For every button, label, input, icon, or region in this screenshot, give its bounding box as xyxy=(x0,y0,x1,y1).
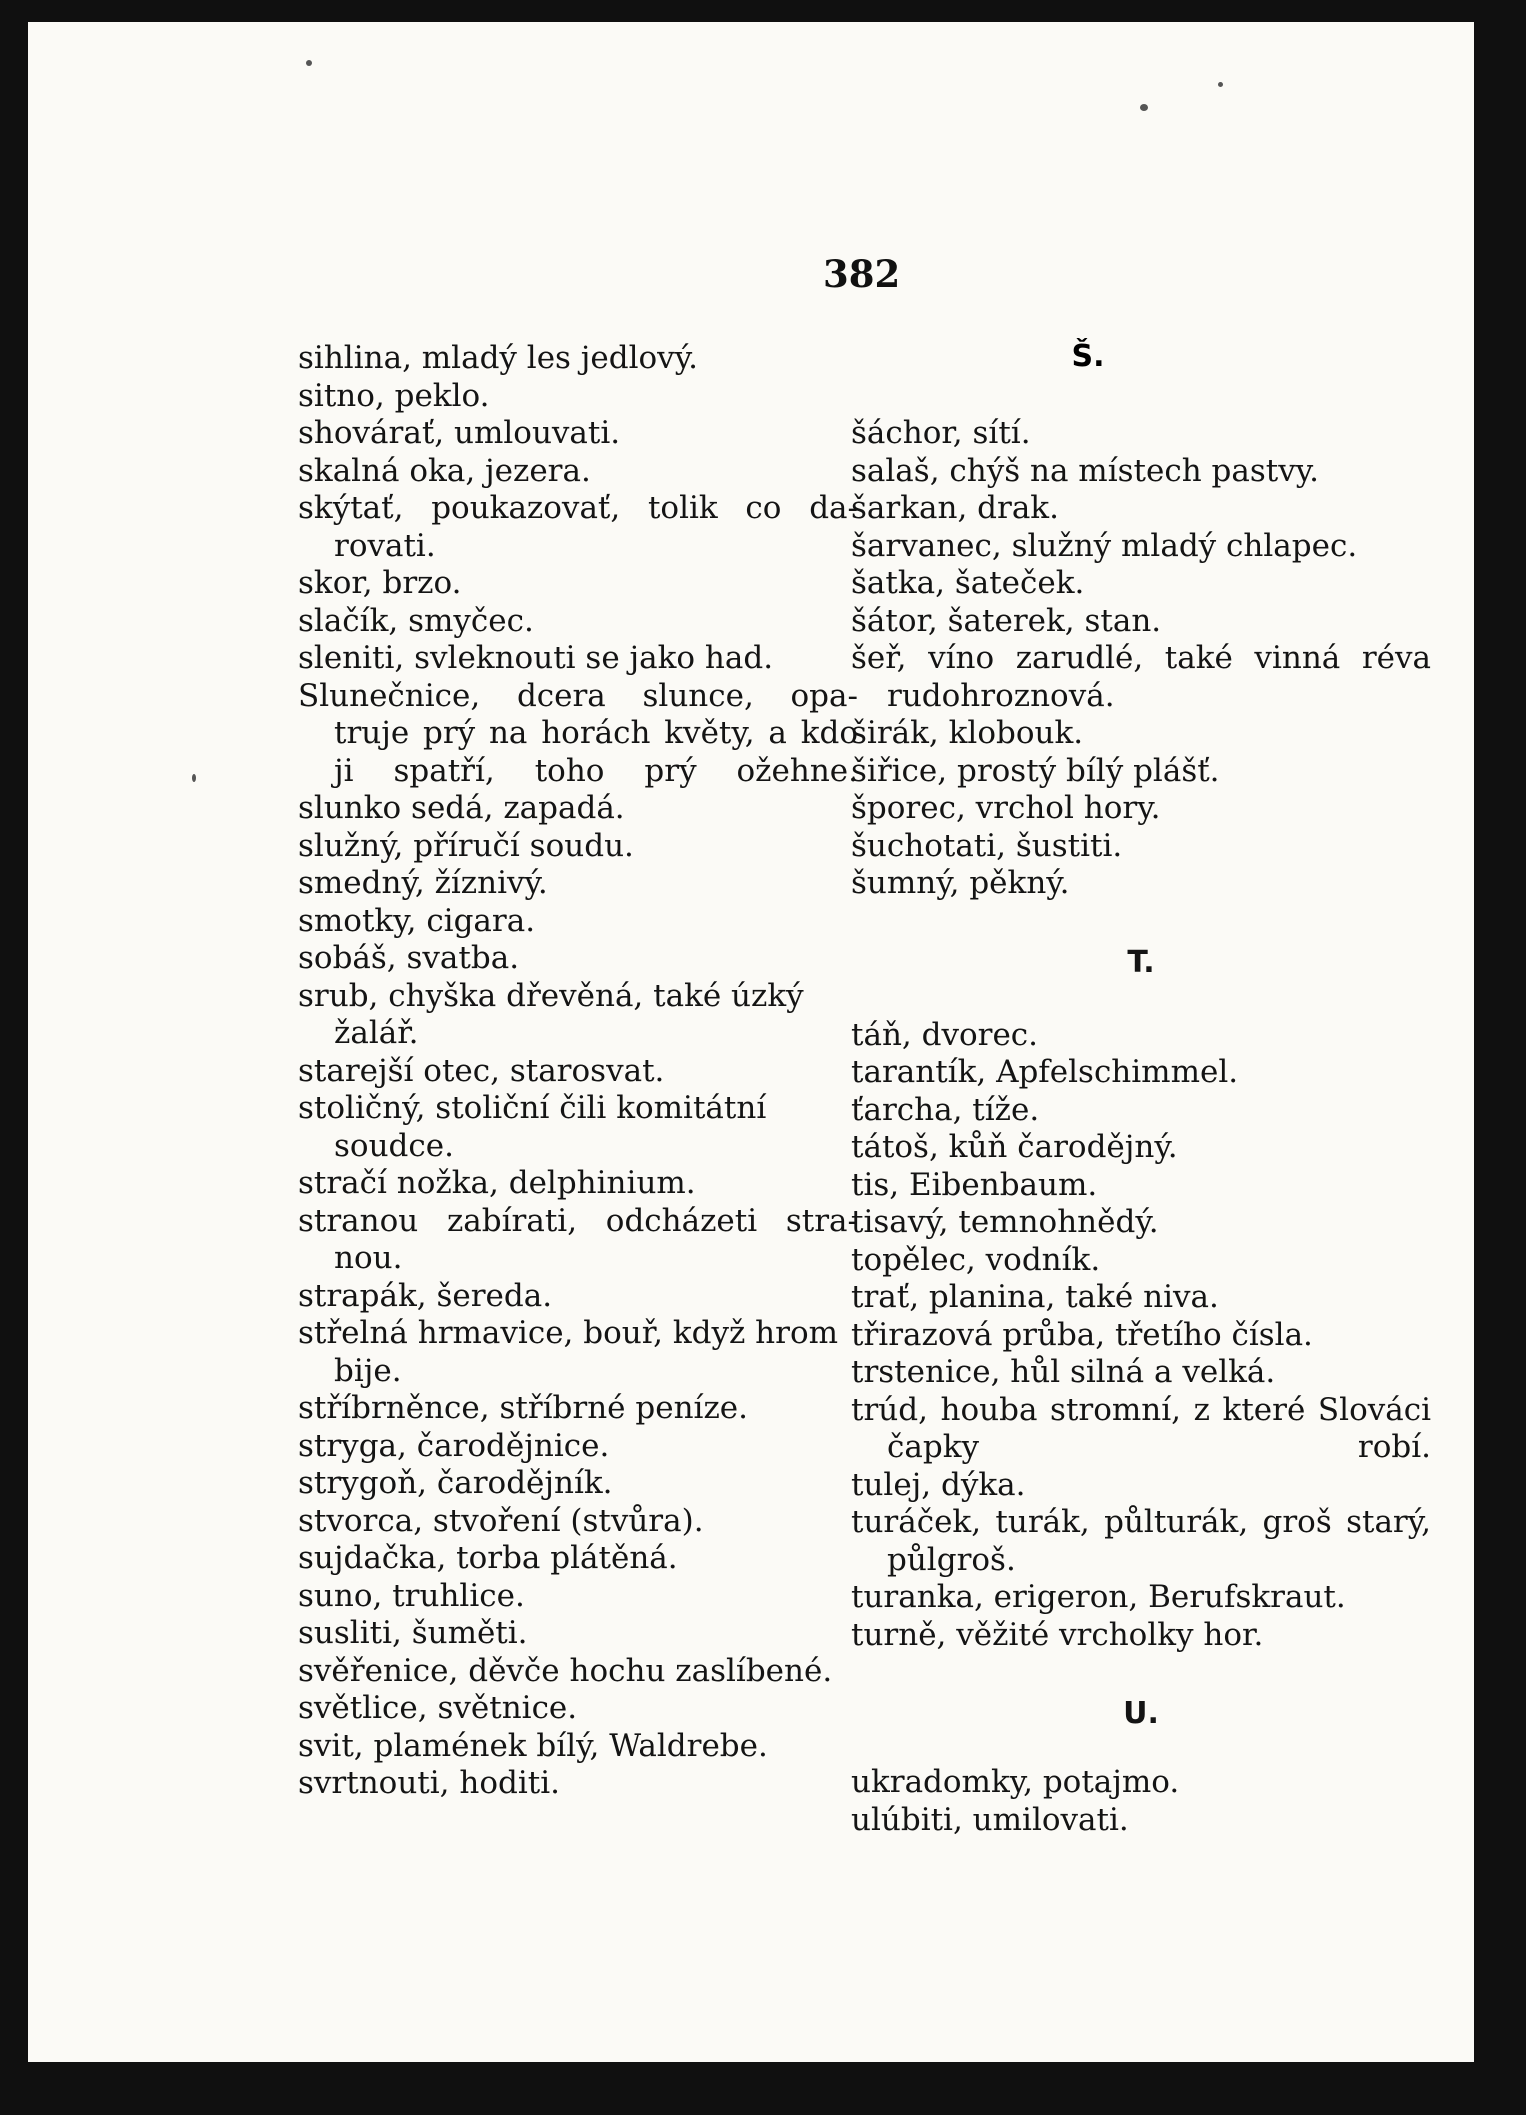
glossary-entry: strapák, šereda. xyxy=(298,1277,553,1314)
glossary-entry: suno, truhlice. xyxy=(298,1577,525,1614)
glossary-entry: stryga, čarodějnice. xyxy=(298,1427,610,1464)
glossary-entry: strygoň, čarodějník. xyxy=(298,1465,613,1501)
glossary-entry: tis, Eibenbaum. xyxy=(851,1166,1098,1203)
print-speck xyxy=(1218,82,1223,87)
glossary-entry: ťarcha, tíže. xyxy=(851,1091,1040,1128)
glossary-entry: stvorca, stvoření (stvůra). xyxy=(298,1502,704,1539)
glossary-entry: šarvanec, služný mladý chlapec. xyxy=(851,527,1358,564)
glossary-entry: slunko sedá, zapadá. xyxy=(298,790,625,826)
glossary-entry: stříbrněnce, stříbrné peníze. xyxy=(298,1390,748,1426)
glossary-entry: šáchor, sítí. xyxy=(851,415,1031,451)
glossary-entry: tarantík, Apfelschimmel. xyxy=(851,1054,1239,1090)
glossary-entry: susliti, šuměti. xyxy=(298,1615,528,1651)
glossary-entry: střelná hrmavice, bouř, když hrom bije. xyxy=(298,1315,839,1389)
section-heading-t: T. xyxy=(1127,944,1155,980)
glossary-entry: turně, věžité vrcholky hor. xyxy=(851,1616,1264,1653)
glossary-entry: stranou zabírati, odcházeti stra- nou. xyxy=(298,1202,858,1276)
glossary-entry: sihlina, mladý les jedlový. xyxy=(298,340,698,376)
glossary-entry: skor, brzo. xyxy=(298,565,462,601)
glossary-entry: trúd, houba stromní, z které Slováci čapky robí. xyxy=(851,1391,1431,1465)
glossary-entry: sujdačka, torba plátěná. xyxy=(298,1540,678,1576)
print-speck xyxy=(1140,104,1148,111)
glossary-entry: Slunečnice, dcera slunce, opa- truje prý na horách květy, a kdo ji spatří, toho prý ožehne. xyxy=(298,677,858,789)
glossary-entry: trstenice, hůl silná a velká. xyxy=(851,1354,1276,1390)
glossary-entry: šátor, šaterek, stan. xyxy=(851,602,1162,639)
section-heading-u: U. xyxy=(1123,1696,1159,1731)
glossary-entry: salaš, chýš na místech pastvy. xyxy=(851,452,1319,489)
glossary-entry: sitno, peklo. xyxy=(298,377,490,414)
left-column xyxy=(298,340,858,1803)
print-speck xyxy=(192,774,196,782)
glossary-entry: smedný, žíznivý. xyxy=(298,865,548,901)
glossary-entry: srub, chyška dřevěná, také úzký žalář. xyxy=(298,977,804,1051)
section-heading-s: Š. xyxy=(1071,339,1105,374)
book-page xyxy=(28,22,1474,2062)
glossary-entry: skýtať, poukazovať, tolik co da- rovati. xyxy=(298,490,858,564)
glossary-entry: šporec, vrchol hory. xyxy=(851,790,1161,826)
glossary-entry: třirazová průba, třetího čísla. xyxy=(851,1316,1313,1353)
glossary-entry: světlice, světnice. xyxy=(298,1690,578,1726)
glossary-entry: svit, plamének bílý, Waldrebe. xyxy=(298,1727,768,1764)
glossary-entry: slačík, smyčec. xyxy=(298,602,534,639)
glossary-entry: starejší otec, starosvat. xyxy=(298,1052,665,1089)
glossary-entry: ulúbiti, umilovati. xyxy=(851,1801,1129,1838)
print-speck xyxy=(306,60,312,66)
glossary-entry: ukradomky, potajmo. xyxy=(851,1764,1180,1800)
glossary-entry: smotky, cigara. xyxy=(298,902,536,939)
glossary-entry: sleniti, svleknouti se jako had. xyxy=(298,640,774,676)
glossary-entry: stoličný, stoliční čili komitátní soudce. xyxy=(298,1090,767,1164)
glossary-entry: turanka, erigeron, Berufskraut. xyxy=(851,1579,1346,1615)
glossary-entry: shovárať, umlouvati. xyxy=(298,415,621,451)
glossary-entry: sobáš, svatba. xyxy=(298,940,520,976)
glossary-entry: tisavý, temnohnědý. xyxy=(851,1204,1159,1240)
glossary-entry: turáček, turák, půlturák, groš starý, půlgroš. xyxy=(851,1504,1431,1578)
glossary-entry: tulej, dýka. xyxy=(851,1466,1026,1503)
glossary-entry: šarkan, drak. xyxy=(851,490,1059,526)
glossary-entry: topělec, vodník. xyxy=(851,1241,1101,1278)
glossary-entry: tátoš, kůň čarodějný. xyxy=(851,1129,1178,1165)
glossary-entry: šumný, pěkný. xyxy=(851,865,1070,901)
glossary-entry: skalná oka, jezera. xyxy=(298,452,591,489)
glossary-entry: táň, dvorec. xyxy=(851,1016,1039,1053)
glossary-entry: šeř, víno zarudlé, také vinná réva rudohroznová. xyxy=(851,640,1431,714)
page-number: 382 xyxy=(823,252,901,296)
glossary-entry: stračí nožka, delphinium. xyxy=(298,1165,696,1201)
glossary-entry: svrtnouti, hoditi. xyxy=(298,1765,560,1801)
glossary-entry: šuchotati, šustiti. xyxy=(851,827,1123,864)
glossary-entry: širák, klobouk. xyxy=(851,715,1084,751)
glossary-entry: služný, příručí soudu. xyxy=(298,827,634,864)
glossary-entry: trať, planina, také niva. xyxy=(851,1279,1219,1315)
right-column xyxy=(851,415,1431,1839)
glossary-entry: šatka, šateček. xyxy=(851,565,1085,601)
glossary-entry: svěřenice, děvče hochu zaslíbené. xyxy=(298,1652,833,1689)
glossary-entry: šiřice, prostý bílý plášť. xyxy=(851,752,1220,789)
